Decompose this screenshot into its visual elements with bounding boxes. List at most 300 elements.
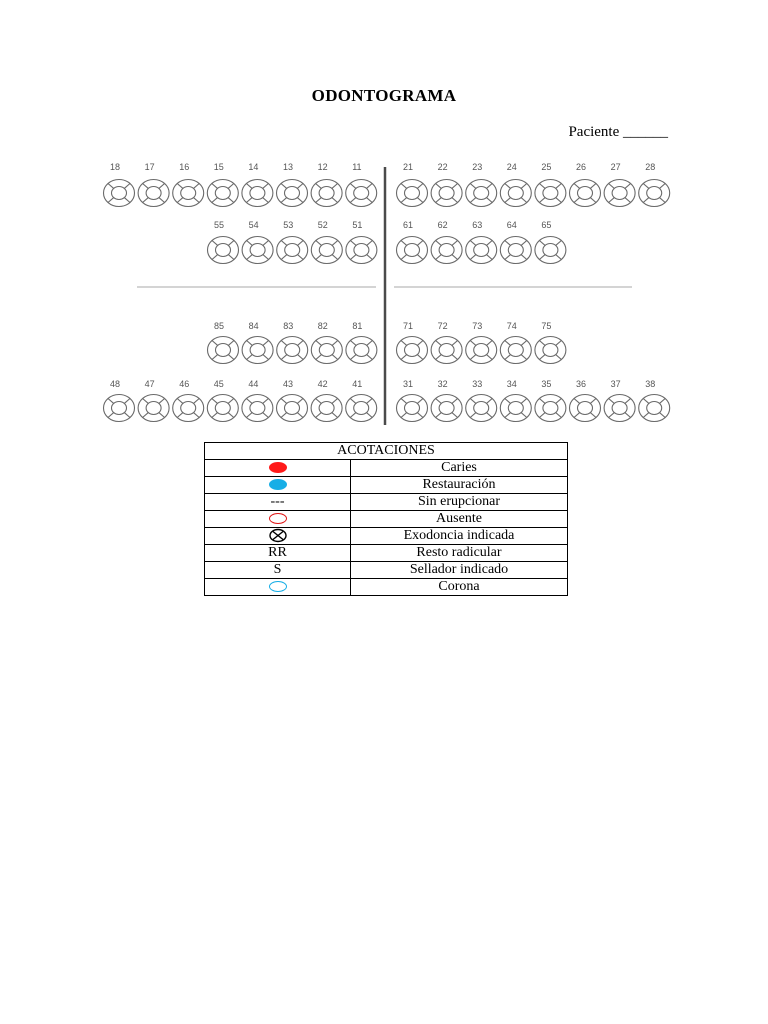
tooth-44[interactable] (242, 379, 273, 422)
tooth-36[interactable] (570, 379, 601, 422)
tooth-divider (177, 184, 183, 189)
tooth-divider (124, 413, 130, 418)
tooth-number: 74 (506, 321, 517, 331)
legend-row-sin-erupcionar (205, 494, 568, 511)
tooth-divider (470, 413, 476, 418)
tooth-number: 82 (317, 321, 328, 331)
tooth-number: 21 (403, 162, 414, 172)
tooth-divider (417, 355, 423, 360)
tooth-number: 32 (437, 379, 448, 389)
x-circle-icon (268, 528, 288, 543)
tooth-divider (108, 198, 114, 203)
tooth-divider (470, 241, 476, 246)
tooth-26[interactable] (570, 162, 601, 207)
tooth-center (215, 187, 230, 200)
tooth-divider (487, 355, 493, 360)
tooth-divider (539, 198, 545, 203)
tooth-divider (247, 255, 253, 260)
tooth-24[interactable] (500, 162, 531, 207)
tooth-divider (246, 399, 252, 404)
tooth-divider (281, 413, 287, 418)
tooth-83[interactable] (277, 321, 308, 364)
tooth-center (250, 402, 265, 415)
tooth-center (250, 344, 265, 357)
tooth-center (285, 244, 300, 257)
tooth-divider (609, 184, 615, 189)
tooth-divider (247, 341, 253, 346)
tooth-center (146, 187, 161, 200)
tooth-center (354, 244, 369, 257)
tooth-27[interactable] (604, 162, 635, 207)
tooth-divider (247, 241, 253, 246)
tooth-15[interactable] (207, 162, 238, 207)
tooth-divider (436, 184, 442, 189)
tooth-divider (350, 413, 356, 418)
tooth-divider (609, 413, 615, 418)
tooth-divider (417, 341, 423, 346)
tooth-center (405, 402, 420, 415)
tooth-center (216, 344, 231, 357)
tooth-25[interactable] (535, 162, 566, 207)
tooth-divider (228, 184, 234, 189)
tooth-divider (609, 399, 615, 404)
tooth-number: 43 (283, 379, 294, 389)
tooth-72[interactable] (431, 321, 462, 364)
legend-row-resto-radicular (205, 545, 568, 562)
tooth-divider (452, 355, 458, 360)
tooth-divider (177, 413, 183, 418)
tooth-divider (297, 399, 303, 404)
tooth-divider (228, 413, 234, 418)
tooth-38[interactable] (639, 379, 670, 422)
tooth-81[interactable] (346, 321, 377, 364)
tooth-divider (609, 198, 615, 203)
blue-filled-circle-icon (269, 479, 287, 490)
tooth-divider (470, 255, 476, 260)
tooth-divider (228, 341, 234, 346)
tooth-number: 12 (317, 162, 328, 172)
tooth-61[interactable] (397, 220, 428, 264)
legend-row-restauracion (205, 477, 568, 494)
tooth-divider (194, 198, 200, 203)
tooth-center (181, 187, 196, 200)
tooth-divider (436, 355, 442, 360)
tooth-divider (246, 184, 252, 189)
tooth-divider (625, 184, 631, 189)
tooth-divider (556, 341, 562, 346)
tooth-divider (367, 184, 373, 189)
tooth-divider (194, 413, 200, 418)
tooth-divider (212, 355, 218, 360)
tooth-number: 63 (472, 220, 483, 230)
tooth-divider (177, 198, 183, 203)
tooth-number: 16 (179, 162, 190, 172)
tooth-number: 44 (248, 379, 259, 389)
tooth-divider (212, 198, 218, 203)
tooth-center (543, 244, 558, 257)
tooth-divider (643, 413, 649, 418)
tooth-divider (470, 341, 476, 346)
tooth-center (405, 187, 420, 200)
tooth-number: 26 (576, 162, 587, 172)
tooth-divider (263, 355, 269, 360)
tooth-divider (521, 355, 527, 360)
tooth-divider (143, 413, 149, 418)
tooth-18[interactable] (104, 162, 135, 207)
tooth-divider (367, 341, 373, 346)
tooth-82[interactable] (311, 321, 342, 364)
tooth-71[interactable] (397, 321, 428, 364)
tooth-number: 48 (110, 379, 121, 389)
tooth-divider (350, 184, 356, 189)
tooth-divider (263, 341, 269, 346)
tooth-42[interactable] (311, 379, 342, 422)
tooth-53[interactable] (277, 220, 308, 264)
tooth-center (354, 344, 369, 357)
tooth-divider (350, 255, 356, 260)
tooth-divider (452, 184, 458, 189)
tooth-center (319, 402, 334, 415)
tooth-divider (108, 413, 114, 418)
tooth-32[interactable] (431, 379, 462, 422)
tooth-divider (159, 198, 165, 203)
tooth-31[interactable] (397, 379, 428, 422)
tooth-divider (263, 184, 269, 189)
tooth-28[interactable] (639, 162, 670, 207)
tooth-divider (124, 399, 130, 404)
tooth-divider (539, 413, 545, 418)
tooth-21[interactable] (397, 162, 428, 207)
tooth-divider (228, 399, 234, 404)
tooth-divider (505, 355, 511, 360)
tooth-divider (124, 184, 130, 189)
tooth-number: 34 (506, 379, 517, 389)
tooth-divider (625, 399, 631, 404)
tooth-divider (228, 241, 234, 246)
legend-row-sellador (205, 562, 568, 579)
tooth-number: 25 (541, 162, 552, 172)
tooth-number: 18 (110, 162, 121, 172)
tooth-center (354, 402, 369, 415)
tooth-divider (298, 341, 304, 346)
tooth-divider (281, 255, 287, 260)
tooth-divider (470, 399, 476, 404)
tooth-divider (487, 255, 493, 260)
tooth-73[interactable] (466, 321, 497, 364)
tooth-divider (436, 399, 442, 404)
tooth-center (508, 187, 523, 200)
tooth-center (508, 344, 523, 357)
odontogram-chart (0, 0, 768, 440)
tooth-center (285, 344, 300, 357)
tooth-divider (228, 198, 234, 203)
tooth-divider (367, 198, 373, 203)
tooth-divider (367, 255, 373, 260)
tooth-center (112, 402, 127, 415)
tooth-center (612, 187, 627, 200)
tooth-divider (332, 341, 338, 346)
tooth-divider (316, 184, 322, 189)
tooth-divider (417, 255, 423, 260)
tooth-divider (487, 184, 493, 189)
tooth-number: 53 (283, 220, 294, 230)
tooth-divider (401, 399, 407, 404)
tooth-divider (452, 198, 458, 203)
tooth-number: 15 (213, 162, 224, 172)
legend-symbol-ausente (205, 511, 351, 528)
tooth-divider (350, 399, 356, 404)
tooth-51[interactable] (346, 220, 377, 264)
tooth-45[interactable] (207, 379, 238, 422)
tooth-divider (159, 184, 165, 189)
tooth-divider (505, 255, 511, 260)
tooth-divider (556, 399, 562, 404)
tooth-divider (401, 198, 407, 203)
tooth-divider (367, 241, 373, 246)
tooth-divider (556, 184, 562, 189)
tooth-divider (505, 341, 511, 346)
tooth-number: 23 (472, 162, 483, 172)
tooth-34[interactable] (500, 379, 531, 422)
tooth-divider (505, 198, 511, 203)
tooth-center (439, 187, 454, 200)
tooth-divider (212, 255, 218, 260)
tooth-17[interactable] (138, 162, 169, 207)
tooth-divider (159, 413, 165, 418)
tooth-65[interactable] (535, 220, 566, 264)
tooth-divider (212, 184, 218, 189)
tooth-number: 61 (403, 220, 414, 230)
tooth-divider (436, 198, 442, 203)
tooth-number: 52 (317, 220, 328, 230)
tooth-divider (643, 198, 649, 203)
tooth-number: 64 (506, 220, 517, 230)
tooth-divider (263, 399, 269, 404)
tooth-center (474, 187, 489, 200)
tooth-85[interactable] (208, 321, 239, 364)
tooth-divider (246, 198, 252, 203)
tooth-divider (281, 399, 287, 404)
legend-header-row (205, 443, 568, 460)
tooth-63[interactable] (466, 220, 497, 264)
tooth-divider (177, 399, 183, 404)
tooth-divider (590, 198, 596, 203)
tooth-number: 36 (576, 379, 587, 389)
tooth-divider (539, 399, 545, 404)
tooth-number: 84 (248, 321, 259, 331)
tooth-divider (350, 341, 356, 346)
tooth-number: 22 (437, 162, 448, 172)
tooth-divider (505, 399, 511, 404)
tooth-54[interactable] (242, 220, 273, 264)
legend-label: Corona (351, 579, 568, 596)
tooth-62[interactable] (431, 220, 462, 264)
tooth-divider (417, 198, 423, 203)
tooth-37[interactable] (604, 379, 635, 422)
tooth-center (474, 344, 489, 357)
tooth-47[interactable] (138, 379, 169, 422)
tooth-number: 42 (317, 379, 328, 389)
tooth-number: 62 (437, 220, 448, 230)
tooth-55[interactable] (208, 220, 239, 264)
tooth-center (439, 244, 454, 257)
tooth-center (250, 187, 265, 200)
legend-symbol-restauracion (205, 477, 351, 494)
tooth-52[interactable] (311, 220, 342, 264)
legend-symbol-caries (205, 460, 351, 477)
tooth-number: 45 (213, 379, 224, 389)
tooth-divider (281, 198, 287, 203)
tooth-46[interactable] (173, 379, 204, 422)
tooth-43[interactable] (277, 379, 308, 422)
tooth-number: 65 (541, 220, 552, 230)
tooth-divider (401, 413, 407, 418)
tooth-divider (297, 413, 303, 418)
tooth-divider (316, 341, 322, 346)
tooth-divider (452, 255, 458, 260)
tooth-divider (228, 355, 234, 360)
tooth-divider (660, 413, 666, 418)
tooth-divider (159, 399, 165, 404)
tooth-number: 81 (352, 321, 363, 331)
tooth-divider (470, 355, 476, 360)
tooth-center (439, 402, 454, 415)
tooth-divider (316, 255, 322, 260)
tooth-75[interactable] (535, 321, 566, 364)
tooth-divider (332, 399, 338, 404)
page-title: ODONTOGRAMA (311, 86, 457, 105)
tooth-center (285, 187, 300, 200)
tooth-41[interactable] (346, 379, 377, 422)
tooth-number: 11 (352, 162, 362, 172)
tooth-number: 27 (610, 162, 621, 172)
tooth-11[interactable] (346, 162, 377, 207)
tooth-33[interactable] (466, 379, 497, 422)
tooth-divider (143, 184, 149, 189)
tooth-divider (452, 399, 458, 404)
tooth-13[interactable] (277, 162, 308, 207)
tooth-12[interactable] (311, 162, 342, 207)
tooth-divider (367, 413, 373, 418)
tooth-74[interactable] (500, 321, 531, 364)
blue-ring-icon (269, 581, 287, 592)
tooth-divider (487, 341, 493, 346)
tooth-center (319, 187, 334, 200)
tooth-divider (212, 413, 218, 418)
tooth-divider (539, 184, 545, 189)
tooth-divider (281, 184, 287, 189)
tooth-divider (417, 241, 423, 246)
tooth-number: 51 (352, 220, 363, 230)
legend-symbol-text: S (205, 562, 351, 579)
tooth-divider (298, 355, 304, 360)
tooth-divider (590, 399, 596, 404)
tooth-divider (660, 184, 666, 189)
tooth-center (474, 402, 489, 415)
tooth-center (578, 187, 593, 200)
legend-symbol-corona (205, 579, 351, 596)
tooth-23[interactable] (466, 162, 497, 207)
tooth-divider (263, 198, 269, 203)
tooth-center (405, 344, 420, 357)
tooth-84[interactable] (242, 321, 273, 364)
tooth-divider (350, 355, 356, 360)
tooth-64[interactable] (500, 220, 531, 264)
tooth-divider (539, 341, 545, 346)
tooth-divider (401, 341, 407, 346)
tooth-divider (401, 255, 407, 260)
tooth-divider (332, 241, 338, 246)
tooth-number: 37 (610, 379, 621, 389)
tooth-divider (521, 255, 527, 260)
tooth-center (508, 402, 523, 415)
tooth-divider (539, 355, 545, 360)
tooth-divider (505, 241, 511, 246)
patient-field-label: Paciente ______ (568, 124, 668, 140)
tooth-divider (590, 184, 596, 189)
tooth-divider (470, 184, 476, 189)
legend-label: Exodoncia indicada (351, 528, 568, 545)
tooth-16[interactable] (173, 162, 204, 207)
tooth-14[interactable] (242, 162, 273, 207)
tooth-divider (246, 413, 252, 418)
tooth-divider (332, 255, 338, 260)
tooth-divider (263, 241, 269, 246)
tooth-center (319, 244, 334, 257)
tooth-divider (247, 355, 253, 360)
tooth-number: 24 (506, 162, 517, 172)
tooth-divider (487, 399, 493, 404)
tooth-35[interactable] (535, 379, 566, 422)
tooth-divider (417, 399, 423, 404)
tooth-center (508, 244, 523, 257)
legend-row-ausente (205, 511, 568, 528)
tooth-22[interactable] (431, 162, 462, 207)
tooth-divider (452, 341, 458, 346)
tooth-divider (521, 413, 527, 418)
tooth-divider (521, 184, 527, 189)
tooth-divider (521, 241, 527, 246)
tooth-divider (350, 241, 356, 246)
tooth-divider (143, 399, 149, 404)
tooth-center (354, 187, 369, 200)
tooth-divider (487, 241, 493, 246)
tooth-divider (108, 399, 114, 404)
tooth-center (543, 402, 558, 415)
tooth-divider (521, 399, 527, 404)
tooth-center (216, 244, 231, 257)
legend-table (204, 442, 568, 596)
legend-label: Sellador indicado (351, 562, 568, 579)
tooth-divider (281, 341, 287, 346)
tooth-divider (539, 241, 545, 246)
tooth-divider (281, 355, 287, 360)
tooth-divider (367, 355, 373, 360)
tooth-number: 28 (645, 162, 656, 172)
tooth-divider (521, 341, 527, 346)
legend-symbol-exodoncia (205, 528, 351, 545)
tooth-divider (212, 241, 218, 246)
tooth-divider (660, 198, 666, 203)
tooth-number: 54 (248, 220, 259, 230)
tooth-divider (417, 184, 423, 189)
legend-label: Sin erupcionar (351, 494, 568, 511)
tooth-divider (316, 399, 322, 404)
tooth-48[interactable] (104, 379, 135, 422)
tooth-divider (417, 413, 423, 418)
tooth-center (543, 344, 558, 357)
tooth-divider (194, 399, 200, 404)
